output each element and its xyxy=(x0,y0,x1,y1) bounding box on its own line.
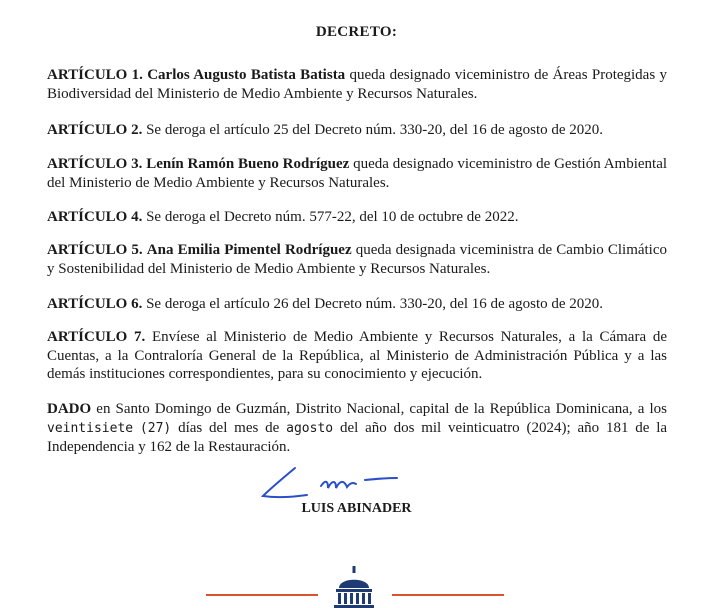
article-3-text: queda designado viceministro de Gestión Ambiental del Ministerio de Medio Ambiente y Recursos Naturales. xyxy=(47,156,668,191)
article-1 xyxy=(47,66,667,103)
day-words: veintisiete xyxy=(47,420,134,436)
closing-label: DADO xyxy=(47,401,92,417)
article-6 xyxy=(47,295,667,314)
document-heading: DECRETO: xyxy=(315,24,398,40)
closing-text-3: del año dos mil veinticuatro (2024); año 181 de la Independencia y 162 de la Restauración. xyxy=(47,419,668,455)
article-7-label: ARTÍCULO 7. xyxy=(47,329,146,345)
day-number: (27) xyxy=(139,420,172,436)
article-7 xyxy=(47,328,667,384)
article-1-text: queda designado viceministro de Áreas Protegidas y Biodiversidad del Ministerio de Medio Ambiente y Recursos Naturales. xyxy=(47,67,667,102)
article-2-text: Se deroga el artículo 25 del Decreto núm. 330-20, del 16 de agosto de 2020. xyxy=(146,122,604,138)
palace-dome-seal-icon xyxy=(331,566,377,608)
article-1-name: Carlos Augusto Batista Batista xyxy=(147,67,346,83)
article-3-name: Lenín Ramón Bueno Rodríguez xyxy=(146,156,350,172)
article-5-text: queda designada viceministra de Cambio Climático y Sostenibilidad del Ministerio de Medio Ambiente y Recursos Naturales. xyxy=(47,242,668,277)
signatory-name: LUIS ABINADER xyxy=(301,501,412,516)
article-4-text: Se deroga el Decreto núm. 577-22, del 10 de octubre de 2022. xyxy=(146,209,519,225)
article-3 xyxy=(47,155,667,192)
article-1-label: ARTÍCULO 1. xyxy=(47,67,143,83)
closing-paragraph xyxy=(47,400,667,457)
footer-line-left xyxy=(206,594,318,596)
article-6-text: Se deroga el artículo 26 del Decreto núm. 330-20, del 16 de agosto de 2020. xyxy=(146,296,604,312)
article-2 xyxy=(47,121,667,140)
article-7-text: Envíese al Ministerio de Medio Ambiente y Recursos Naturales, a la Cámara de Cuentas, a la Contraloría General de la República, al Ministerio de Administración Pública y a las demás instituciones correspondientes, para su conocimiento y ejecución. xyxy=(47,329,667,382)
article-2-label: ARTÍCULO 2. xyxy=(47,122,143,138)
article-3-label: ARTÍCULO 3. xyxy=(47,156,143,172)
footer-line-right xyxy=(392,594,504,596)
month: agosto xyxy=(286,420,334,436)
article-4 xyxy=(47,208,667,227)
article-5 xyxy=(47,241,667,278)
article-5-label: ARTÍCULO 5. xyxy=(47,242,143,258)
article-5-name: Ana Emilia Pimentel Rodríguez xyxy=(146,242,352,258)
closing-text-1: en Santo Domingo de Guzmán, Distrito Nacional, capital de la República Dominicana, a los xyxy=(96,401,668,417)
closing-text-2: días del mes de xyxy=(178,419,280,436)
article-6-label: ARTÍCULO 6. xyxy=(47,296,143,312)
article-4-label: ARTÍCULO 4. xyxy=(47,209,143,225)
